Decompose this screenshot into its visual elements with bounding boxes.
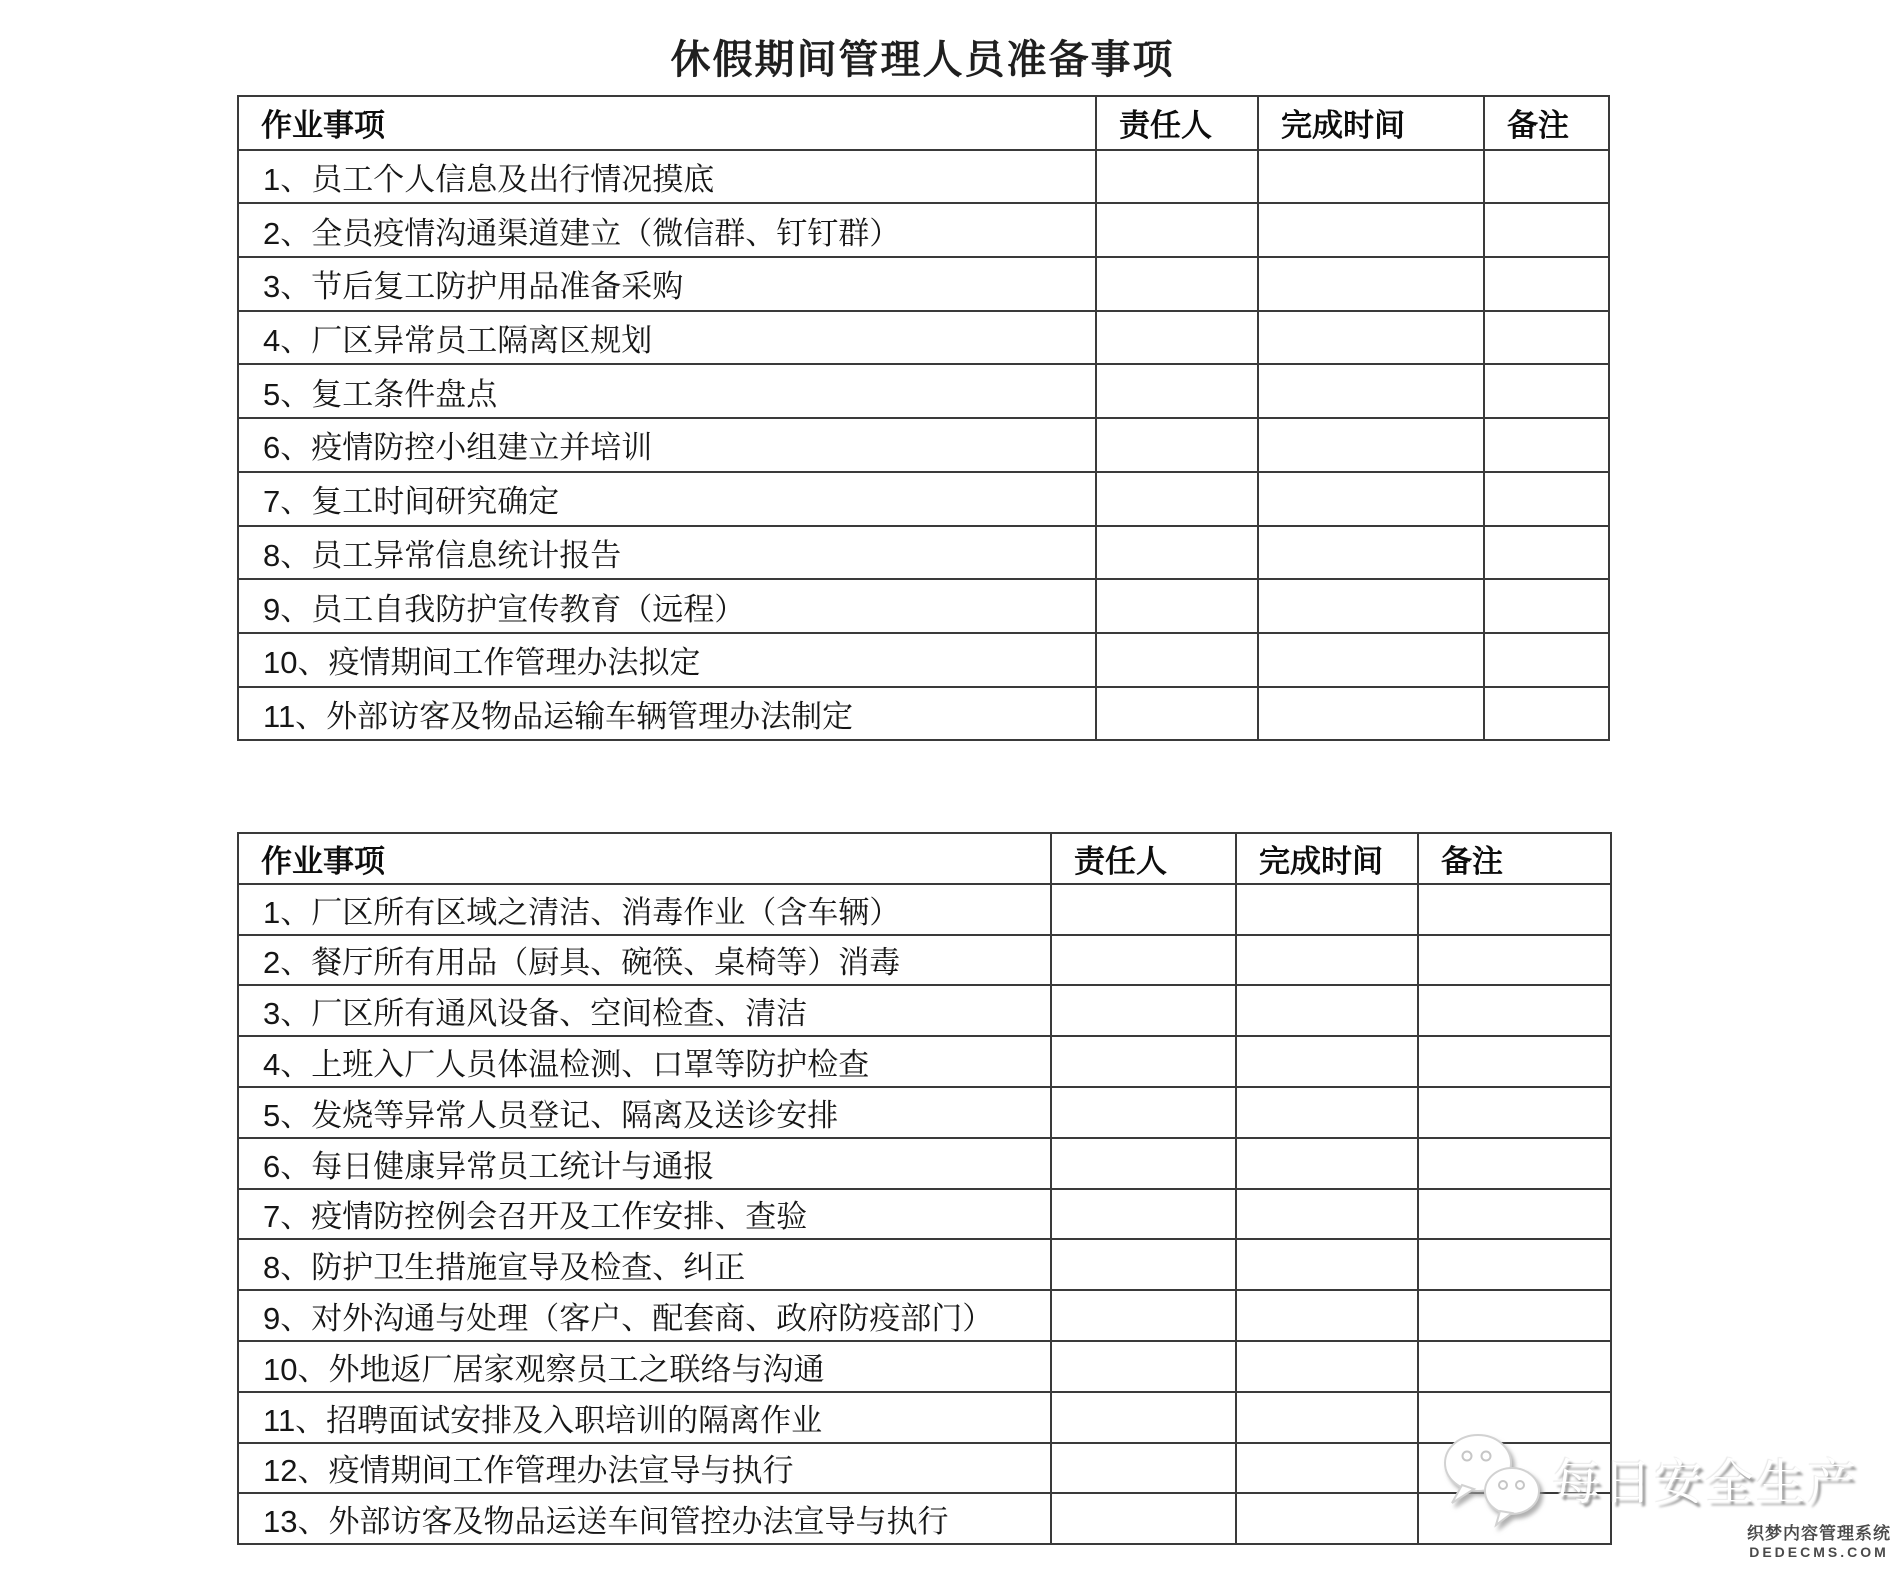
empty-cell — [1236, 1290, 1418, 1341]
empty-cell — [1236, 884, 1418, 935]
empty-cell — [1096, 687, 1258, 741]
header-cell: 备注 — [1484, 96, 1609, 150]
task-cell: 11、外部访客及物品运输车辆管理办法制定 — [238, 687, 1096, 741]
task-cell: 1、厂区所有区域之清洁、消毒作业（含车辆） — [238, 884, 1051, 935]
empty-cell — [1418, 1392, 1611, 1443]
header-cell: 完成时间 — [1258, 96, 1484, 150]
task-cell: 12、疫情期间工作管理办法宣导与执行 — [238, 1443, 1051, 1494]
empty-cell — [1258, 579, 1484, 633]
empty-cell — [1051, 985, 1236, 1036]
empty-cell — [1484, 364, 1609, 418]
table-row — [238, 203, 1609, 257]
empty-cell — [1484, 418, 1609, 472]
empty-cell — [1051, 1189, 1236, 1240]
empty-cell — [1236, 1087, 1418, 1138]
empty-cell — [1051, 1443, 1236, 1494]
table-row — [238, 1290, 1611, 1341]
empty-cell — [1051, 1392, 1236, 1443]
empty-cell — [1418, 1189, 1611, 1240]
table-row — [238, 472, 1609, 526]
empty-cell — [1051, 884, 1236, 935]
empty-cell — [1096, 418, 1258, 472]
empty-cell — [1418, 1443, 1611, 1494]
watermark-text: 每日安全生产 — [1552, 1456, 1859, 1510]
empty-cell — [1258, 687, 1484, 741]
empty-cell — [1236, 1493, 1418, 1544]
table-row — [238, 1189, 1611, 1240]
empty-cell — [1096, 257, 1258, 311]
header-cell: 责任人 — [1051, 833, 1236, 884]
task-cell: 6、疫情防控小组建立并培训 — [238, 418, 1096, 472]
task-cell: 9、员工自我防护宣传教育（远程） — [238, 579, 1096, 633]
empty-cell — [1051, 1290, 1236, 1341]
header-cell: 作业事项 — [238, 833, 1051, 884]
empty-cell — [1418, 1290, 1611, 1341]
task-cell: 8、防护卫生措施宣导及检查、纠正 — [238, 1239, 1051, 1290]
table-row — [238, 687, 1609, 741]
empty-cell — [1096, 633, 1258, 687]
empty-cell — [1418, 1036, 1611, 1087]
empty-cell — [1258, 418, 1484, 472]
task-cell: 8、员工异常信息统计报告 — [238, 526, 1096, 580]
task-cell: 5、发烧等异常人员登记、隔离及送诊安排 — [238, 1087, 1051, 1138]
prep-table-2 — [237, 832, 1612, 1545]
table-row — [238, 311, 1609, 365]
empty-cell — [1236, 1138, 1418, 1189]
task-cell: 7、复工时间研究确定 — [238, 472, 1096, 526]
empty-cell — [1484, 526, 1609, 580]
empty-cell — [1484, 579, 1609, 633]
empty-cell — [1258, 150, 1484, 204]
task-cell: 1、员工个人信息及出行情况摸底 — [238, 150, 1096, 204]
task-cell: 11、招聘面试安排及入职培训的隔离作业 — [238, 1392, 1051, 1443]
empty-cell — [1258, 203, 1484, 257]
empty-cell — [1258, 257, 1484, 311]
empty-cell — [1051, 1493, 1236, 1544]
empty-cell — [1418, 985, 1611, 1036]
empty-cell — [1418, 1493, 1611, 1544]
table-row — [238, 1239, 1611, 1290]
empty-cell — [1258, 364, 1484, 418]
task-cell: 7、疫情防控例会召开及工作安排、查验 — [238, 1189, 1051, 1240]
table-row — [238, 364, 1609, 418]
table-row — [238, 1087, 1611, 1138]
empty-cell — [1236, 985, 1418, 1036]
table-row — [238, 150, 1609, 204]
cms-badge-line2: DEDECMS.COM — [1749, 1543, 1889, 1560]
empty-cell — [1051, 1239, 1236, 1290]
task-cell: 9、对外沟通与处理（客户、配套商、政府防疫部门） — [238, 1290, 1051, 1341]
table-row — [238, 1392, 1611, 1443]
empty-cell — [1418, 1341, 1611, 1392]
header-cell: 完成时间 — [1236, 833, 1418, 884]
table-row — [238, 257, 1609, 311]
empty-cell — [1418, 1087, 1611, 1138]
header-row — [238, 96, 1609, 150]
table-row — [238, 1138, 1611, 1189]
task-cell: 2、餐厅所有用品（厨具、碗筷、桌椅等）消毒 — [238, 935, 1051, 986]
task-cell: 3、厂区所有通风设备、空间检查、清洁 — [238, 985, 1051, 1036]
empty-cell — [1051, 1341, 1236, 1392]
task-cell: 10、外地返厂居家观察员工之联络与沟通 — [238, 1341, 1051, 1392]
empty-cell — [1236, 1392, 1418, 1443]
table-row — [238, 1443, 1611, 1494]
empty-cell — [1418, 1138, 1611, 1189]
empty-cell — [1096, 364, 1258, 418]
cms-badge — [1747, 1524, 1891, 1560]
table-row — [238, 418, 1609, 472]
table-row — [238, 579, 1609, 633]
task-cell: 4、上班入厂人员体温检测、口罩等防护检查 — [238, 1036, 1051, 1087]
cms-badge-line1: 织梦内容管理系统 — [1747, 1524, 1891, 1543]
empty-cell — [1096, 203, 1258, 257]
empty-cell — [1484, 472, 1609, 526]
empty-cell — [1236, 1239, 1418, 1290]
empty-cell — [1484, 203, 1609, 257]
table-row — [238, 526, 1609, 580]
empty-cell — [1484, 687, 1609, 741]
empty-cell — [1418, 935, 1611, 986]
task-cell: 10、疫情期间工作管理办法拟定 — [238, 633, 1096, 687]
empty-cell — [1236, 935, 1418, 986]
empty-cell — [1484, 257, 1609, 311]
empty-cell — [1236, 1036, 1418, 1087]
task-cell: 3、节后复工防护用品准备采购 — [238, 257, 1096, 311]
task-cell: 2、全员疫情沟通渠道建立（微信群、钉钉群） — [238, 203, 1096, 257]
header-cell: 备注 — [1418, 833, 1611, 884]
empty-cell — [1236, 1443, 1418, 1494]
empty-cell — [1484, 150, 1609, 204]
empty-cell — [1258, 633, 1484, 687]
task-cell: 6、每日健康异常员工统计与通报 — [238, 1138, 1051, 1189]
table-row — [238, 1036, 1611, 1087]
empty-cell — [1096, 150, 1258, 204]
task-cell: 5、复工条件盘点 — [238, 364, 1096, 418]
task-cell: 4、厂区异常员工隔离区规划 — [238, 311, 1096, 365]
table-row — [238, 985, 1611, 1036]
empty-cell — [1484, 311, 1609, 365]
header-cell: 责任人 — [1096, 96, 1258, 150]
table-row — [238, 884, 1611, 935]
empty-cell — [1484, 633, 1609, 687]
table-row — [238, 1493, 1611, 1544]
empty-cell — [1418, 1239, 1611, 1290]
empty-cell — [1236, 1189, 1418, 1240]
empty-cell — [1096, 526, 1258, 580]
empty-cell — [1051, 935, 1236, 986]
table-row — [238, 1341, 1611, 1392]
empty-cell — [1258, 526, 1484, 580]
empty-cell — [1096, 579, 1258, 633]
page-title: 休假期间管理人员准备事项 — [670, 38, 1175, 82]
header-cell: 作业事项 — [238, 96, 1096, 150]
empty-cell — [1051, 1036, 1236, 1087]
header-row — [238, 833, 1611, 884]
table-row — [238, 633, 1609, 687]
table-row — [238, 935, 1611, 986]
prep-table-1 — [237, 95, 1610, 741]
empty-cell — [1051, 1138, 1236, 1189]
empty-cell — [1418, 884, 1611, 935]
empty-cell — [1258, 311, 1484, 365]
empty-cell — [1096, 311, 1258, 365]
empty-cell — [1258, 472, 1484, 526]
empty-cell — [1051, 1087, 1236, 1138]
empty-cell — [1236, 1341, 1418, 1392]
empty-cell — [1096, 472, 1258, 526]
task-cell: 13、外部访客及物品运送车间管控办法宣导与执行 — [238, 1493, 1051, 1544]
